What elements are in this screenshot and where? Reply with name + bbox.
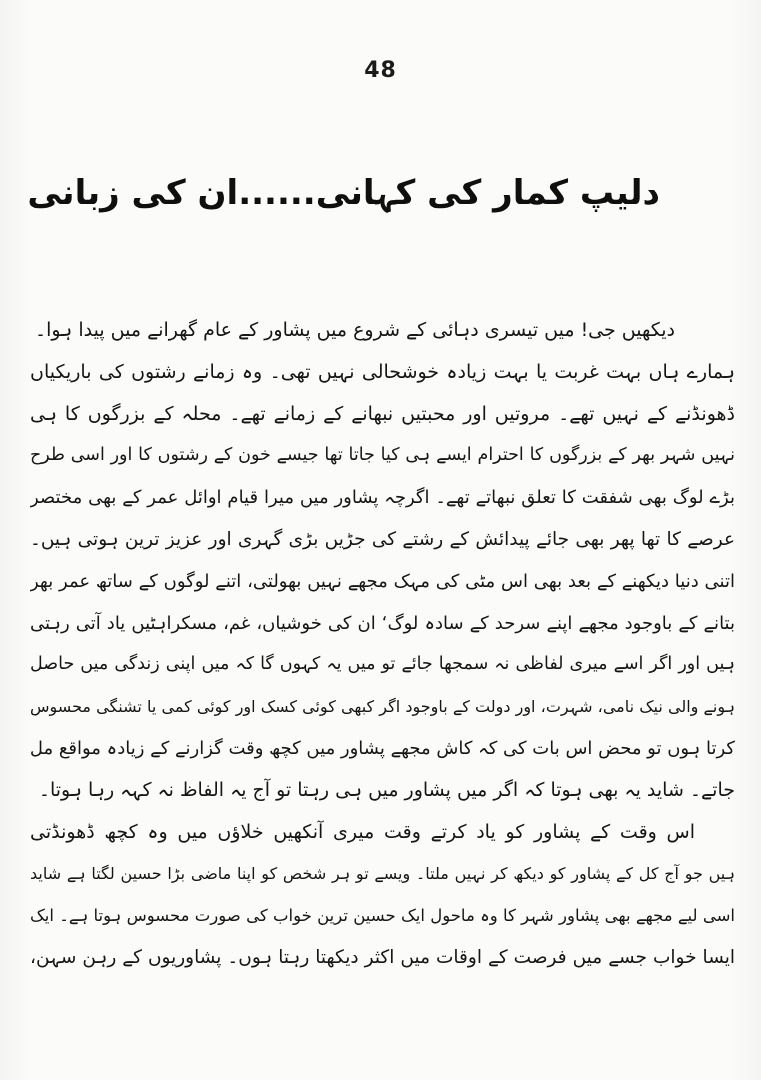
text-line: اتنی دنیا دیکھنے کے بعد بھی اس مٹی کی مہک مجھے نہیں بھولتی، اتنے لوگوں کے ساتھ عمر بھر — [30, 570, 735, 592]
chapter-title: دلیپ کمار کی کہانی......ان کی زبانی — [27, 173, 660, 213]
page-number: 48 — [364, 58, 397, 83]
text-line: ہیں اور اگر اسے میری لفاظی نہ سمجھا جائے تو میں یہ کہوں گا کہ میں اپنی زندگی میں حاصل — [30, 654, 735, 675]
text-line: دیکھیں جی! میں تیسری دہائی کے شروع میں پشاور کے عام گھرانے میں پیدا ہوا۔ — [34, 319, 675, 341]
text-line: بتانے کے باوجود مجھے اپنے سرحد کے سادہ لوگ‘ ان کی خوشیاں، غم، مسکراہٹیں یاد آتی رہتی — [30, 612, 735, 634]
text-line: عرصے کا تھا پھر بھی جائے پیدائش کے رشتے کی جڑیں بڑی گہری اور عزیز ترین ہوتی ہیں۔ — [30, 528, 735, 550]
text-line: اس وقت کے پشاور کو یاد کرتے وقت میری آنکھیں خلاؤں میں وہ کچھ ڈھونڈتی — [30, 820, 695, 843]
text-line: بڑے لوگ بھی شفقت کا تعلق نبھاتے تھے۔ اگرچہ پشاور میں میرا قیام اوائل عمر کے بھی مختصر — [30, 487, 735, 509]
text-line: جاتے۔ شاید یہ بھی ہوتا کہ اگر میں پشاور میں ہی رہتا تو آج یہ الفاظ نہ کہہ رہا ہوتا۔ — [38, 778, 735, 801]
text-line: اسی لیے مجھے بھی پشاور شہر کا وہ ماحول ایک حسین ترین خواب کی صورت محسوس ہوتا ہے۔ ایک — [30, 906, 735, 926]
text-line: ایسا خواب جسے میں فرصت کے اوقات میں اکثر دیکھتا رہتا ہوں۔ پشاوریوں کے رہن سہن، — [30, 946, 735, 968]
text-line: ڈھونڈنے کے نہیں تھے۔ مروتیں اور محبتیں نبھانے کے زمانے تھے۔ محلہ کے بزرگوں کا ہی — [30, 402, 735, 425]
text-line: کرتا ہوں تو محض اس بات کی کہ کاش مجھے پشاور میں کچھ وقت گزارنے کے زیادہ مواقع مل — [30, 737, 735, 759]
text-line: نہیں شہر بھر کے بزرگوں کا احترام ایسے ہی کیا جاتا تھا جیسے خون کے رشتوں کا اور اسی طرح — [30, 445, 735, 466]
text-line: ہونے والی نیک نامی، شہرت، اور دولت کے باوجود اگر کبھی کوئی کسک اور کوئی کمی یا تشنگی محسوس — [30, 697, 735, 717]
body-text — [30, 310, 735, 979]
text-line: ہیں جو آج کل کے پشاور کو دیکھ کر نہیں ملتا۔ ویسے تو ہر شخص کو اپنا ماضی بڑا حسین لگتا ہے شاید — [30, 864, 735, 884]
text-line: ہمارے ہاں بہت غربت یا بہت زیادہ خوشحالی نہیں تھی۔ وہ زمانے رشتوں کی باریکیاں — [30, 360, 735, 383]
